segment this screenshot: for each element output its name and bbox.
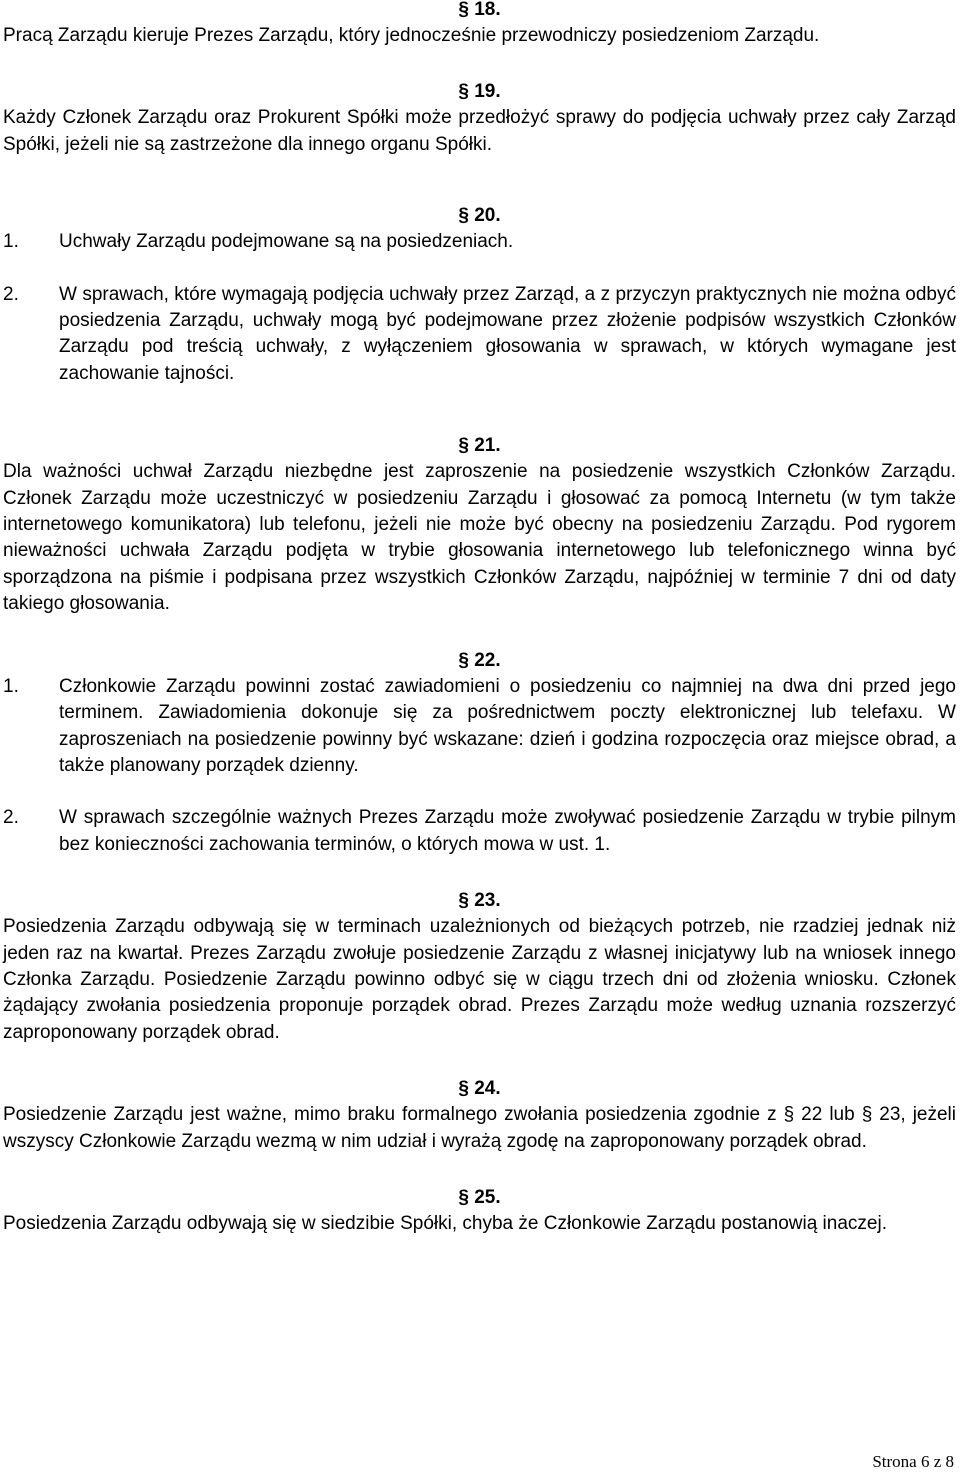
section-heading-25: § 25. bbox=[458, 1186, 501, 1208]
section-heading-19: § 19. bbox=[458, 81, 501, 103]
item-number: 1. bbox=[3, 231, 19, 253]
section-heading-18: § 18. bbox=[458, 0, 501, 20]
section-text-18: Pracą Zarządu kieruje Prezes Zarządu, który jednocześnie przewodniczy posiedzeniom Zarządu. bbox=[3, 25, 820, 46]
list-item bbox=[3, 805, 956, 858]
section-text-21: Dla ważności uchwał Zarządu niezbędne jest zaproszenie na posiedzenie wszystkich Członków Zarządu. Członek Zarządu może uczestniczyć w posiedzeniu Zarządu i głosować za pomocą Internetu (w tym także internetowego komunikatora) lub telefonu, jeżeli nie może być obecny na posiedzeniu Zarządu. Pod rygorem nieważności uchwała Zarządu podjęta w trybie głosowania internetowego lub telefonicznego winna być sporządzona na piśmie i podpisana przez wszystkich Członków Zarządu, najpóźniej w terminie 7 dni od daty takiego głosowania. bbox=[3, 461, 956, 615]
list-item bbox=[3, 282, 956, 388]
section-heading-20: § 20. bbox=[458, 205, 501, 227]
item-text: Uchwały Zarządu podejmowane są na posiedzeniach. bbox=[59, 231, 514, 253]
section-text-23: Posiedzenia Zarządu odbywają się w terminach uzależnionych od bieżących potrzeb, nie rzadziej jednak niż jeden raz na kwartał. Prezes Zarządu zwołuje posiedzenie Zarządu z własnej inicjatywy lub na wniosek innego Członka Zarządu. Posiedzenie Zarządu powinno odbyć się w ciągu trzech dni od złożenia wniosku. Członek żądający zwołania posiedzenia proponuje porządek obrad. Prezes Zarządu może według uznania rozszerzyć zaproponowany porządek obrad. bbox=[3, 916, 956, 1043]
section-text-19: Każdy Członek Zarządu oraz Prokurent Spółki może przedłożyć sprawy do podjęcia uchwały przez cały Zarząd Spółki, jeżeli nie są zastrzeżone dla innego organu Spółki. bbox=[3, 107, 956, 155]
item-number: 2. bbox=[3, 807, 19, 829]
item-number: 2. bbox=[3, 283, 19, 305]
page-number: Strona 6 z 8 bbox=[872, 1452, 954, 1471]
section-heading-24: § 24. bbox=[458, 1078, 501, 1100]
item-text: W sprawach, które wymagają podjęcia uchwały przez Zarząd, a z przyczyn praktycznych nie można odbyć posiedzenia Zarządu, uchwały mogą być podejmowane przez złożenie podpisów wszystkich Członków Zarządu pod treścią uchwały, z wyłączeniem głosowania w sprawach, w których wymagane jest zachowanie tajności. bbox=[59, 283, 956, 384]
section-heading-22: § 22. bbox=[458, 649, 501, 671]
document-page bbox=[3, 0, 956, 1237]
item-text: Członkowie Zarządu powinni zostać zawiadomieni o posiedzeniu co najmniej na dwa dni przed jego terminem. Zawiadomienia dokonuje się za pośrednictwem poczty elektronicznej lub telefaxu. W zaproszeniach na posiedzenie powinny być wskazane: dzień i godzina rozpoczęcia oraz miejsce obrad, a także planowany porządek dzienny. bbox=[59, 675, 956, 776]
section-text-24: Posiedzenie Zarządu jest ważne, mimo braku formalnego zwołania posiedzenia zgodnie z § 22 lub § 23, jeżeli wszyscy Członkowie Zarządu wezmą w nim udział i wyrażą zgodę na zaproponowany porządek obrad. bbox=[3, 1104, 956, 1152]
list-item bbox=[3, 229, 956, 255]
section-heading-23: § 23. bbox=[458, 890, 501, 912]
section-text-25: Posiedzenia Zarządu odbywają się w siedzibie Spółki, chyba że Członkowie Zarządu postanowią inaczej. bbox=[3, 1212, 887, 1234]
item-number: 1. bbox=[3, 675, 19, 697]
item-text: W sprawach szczególnie ważnych Prezes Zarządu może zwoływać posiedzenie Zarządu w trybie pilnym bez konieczności zachowania terminów, o których mowa w ust. 1. bbox=[59, 807, 956, 855]
list-item bbox=[3, 674, 956, 780]
section-heading-21: § 21. bbox=[458, 435, 501, 457]
